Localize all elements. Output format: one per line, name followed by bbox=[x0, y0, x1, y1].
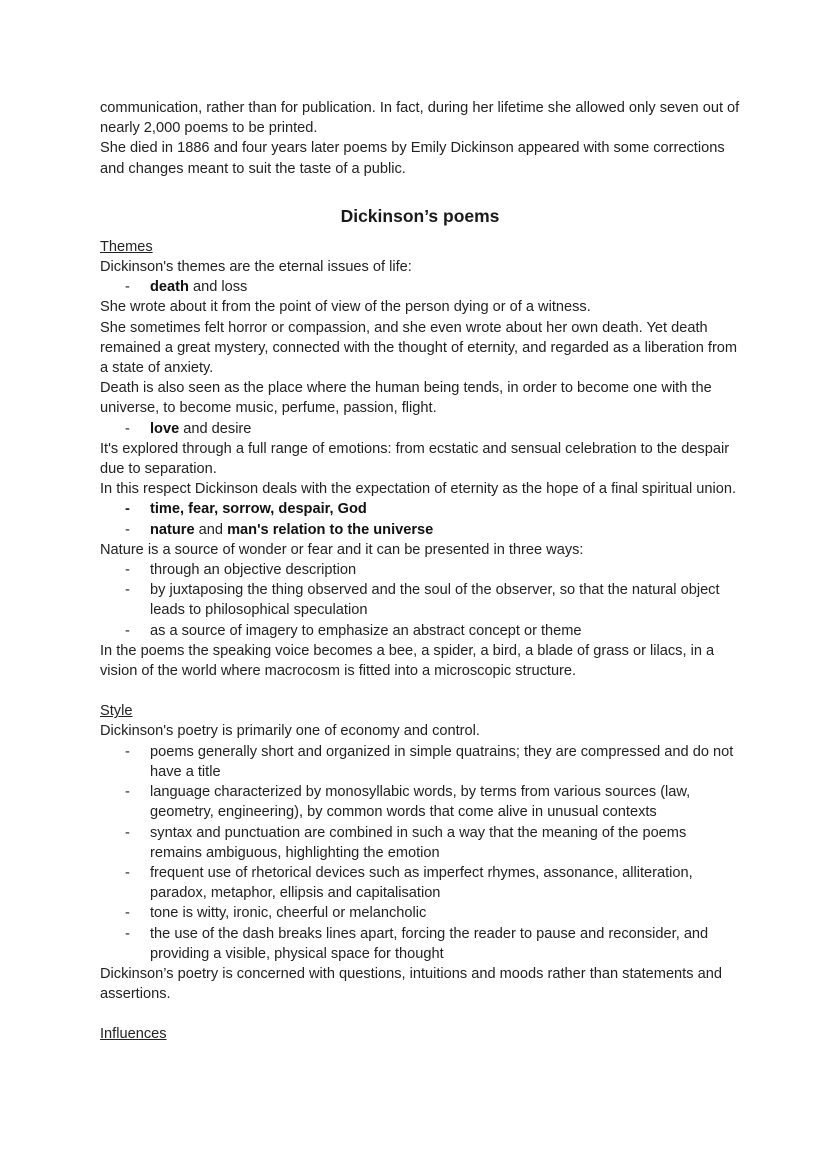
theme-love-bold: love bbox=[150, 420, 180, 437]
theme-list-love bbox=[100, 419, 740, 439]
theme-nature-bold: nature bbox=[150, 521, 195, 538]
theme-love-rest: and desire bbox=[179, 420, 252, 437]
influences-heading-text: Influences bbox=[100, 1026, 167, 1043]
section-spacer bbox=[100, 681, 740, 701]
theme-item-love bbox=[100, 419, 740, 439]
themes-intro: Dickinson's themes are the eternal issues of life: bbox=[100, 259, 412, 276]
style-outro: Dickinson’s poetry is concerned with questions, intuitions and moods rather than statements and assertions. bbox=[100, 965, 722, 1003]
style-heading bbox=[100, 701, 740, 721]
theme-list-death bbox=[100, 277, 740, 297]
style-item: - the use of the dash breaks lines apart, forcing the reader to pause and reconsider, and providing a visible, physical space for thought bbox=[100, 924, 740, 964]
section-title: Dickinson’s poems bbox=[340, 205, 500, 226]
intro-paragraph-2: She died in 1886 and four years later poems by Emily Dickinson appeared with some corrections and changes meant to suit the taste of a public. bbox=[100, 140, 725, 177]
theme-list-other bbox=[100, 499, 740, 539]
death-paragraph-2: She sometimes felt horror or compassion, and she even wrote about her own death. Yet death remained a great mystery, connected with the thought of eternity, and regarded as a liberation from a state of anxiety. bbox=[100, 319, 738, 377]
nature-ways-list bbox=[100, 560, 740, 641]
themes-heading-text: Themes bbox=[100, 238, 153, 255]
document-page bbox=[100, 98, 740, 1045]
nature-outro: In the poems the speaking voice becomes a bee, a spider, a bird, a blade of grass or lilacs, in a vision of the world where macrocosm is fitted into a microscopic structure. bbox=[100, 642, 715, 680]
theme-item-death bbox=[100, 277, 740, 297]
theme-time-bold: time, fear, sorrow, despair, God bbox=[150, 501, 367, 518]
theme-item-nature bbox=[100, 520, 740, 540]
style-item: - language characterized by monosyllabic words, by terms from various sources (law, geometry, engineering), by common words that come alive in unusual contexts bbox=[100, 782, 740, 822]
style-heading-text: Style bbox=[100, 703, 133, 720]
theme-death-bold: death bbox=[150, 279, 189, 296]
death-paragraph-1: She wrote about it from the point of view of the person dying or of a witness. bbox=[100, 299, 591, 316]
intro-paragraph-1: communication, rather than for publication. In fact, during her lifetime she allowed only seven out of nearly 2,000 poems to be printed. bbox=[100, 100, 740, 137]
theme-item-time bbox=[100, 499, 740, 519]
theme-nature-mid: and bbox=[194, 521, 228, 538]
theme-nature-relation-bold: man's relation to the universe bbox=[227, 521, 434, 538]
theme-death-rest: and loss bbox=[188, 279, 248, 296]
love-paragraph-2: In this respect Dickinson deals with the expectation of eternity as the hope of a final spiritual union. bbox=[100, 481, 737, 498]
section-spacer bbox=[100, 1004, 740, 1024]
nature-way-item: - by juxtaposing the thing observed and the soul of the observer, so that the natural object leads to philosophical speculation bbox=[100, 580, 740, 620]
style-list bbox=[100, 742, 740, 964]
influences-heading bbox=[100, 1024, 740, 1044]
style-item: - frequent use of rhetorical devices such as imperfect rhymes, assonance, alliteration, paradox, metaphor, ellipsis and capitalisation bbox=[100, 863, 740, 903]
death-paragraph-3: Death is also seen as the place where the human being tends, in order to become one with the universe, to become music, perfume, passion, flight. bbox=[100, 380, 712, 417]
style-intro: Dickinson's poetry is primarily one of economy and control. bbox=[100, 723, 480, 740]
love-paragraph-1: It's explored through a full range of emotions: from ecstatic and sensual celebration to the despair due to separation. bbox=[100, 440, 730, 478]
themes-heading bbox=[100, 237, 740, 257]
nature-way-item: - as a source of imagery to emphasize an abstract concept or theme bbox=[100, 621, 740, 641]
style-item: - poems generally short and organized in simple quatrains; they are compressed and do not have a title bbox=[100, 742, 740, 782]
nature-intro: Nature is a source of wonder or fear and it can be presented in three ways: bbox=[100, 541, 584, 558]
nature-way-item: - through an objective description bbox=[100, 560, 740, 580]
style-item: - syntax and punctuation are combined in such a way that the meaning of the poems remains ambiguous, highlighting the emotion bbox=[100, 823, 740, 863]
style-item: - tone is witty, ironic, cheerful or melancholic bbox=[100, 903, 740, 923]
